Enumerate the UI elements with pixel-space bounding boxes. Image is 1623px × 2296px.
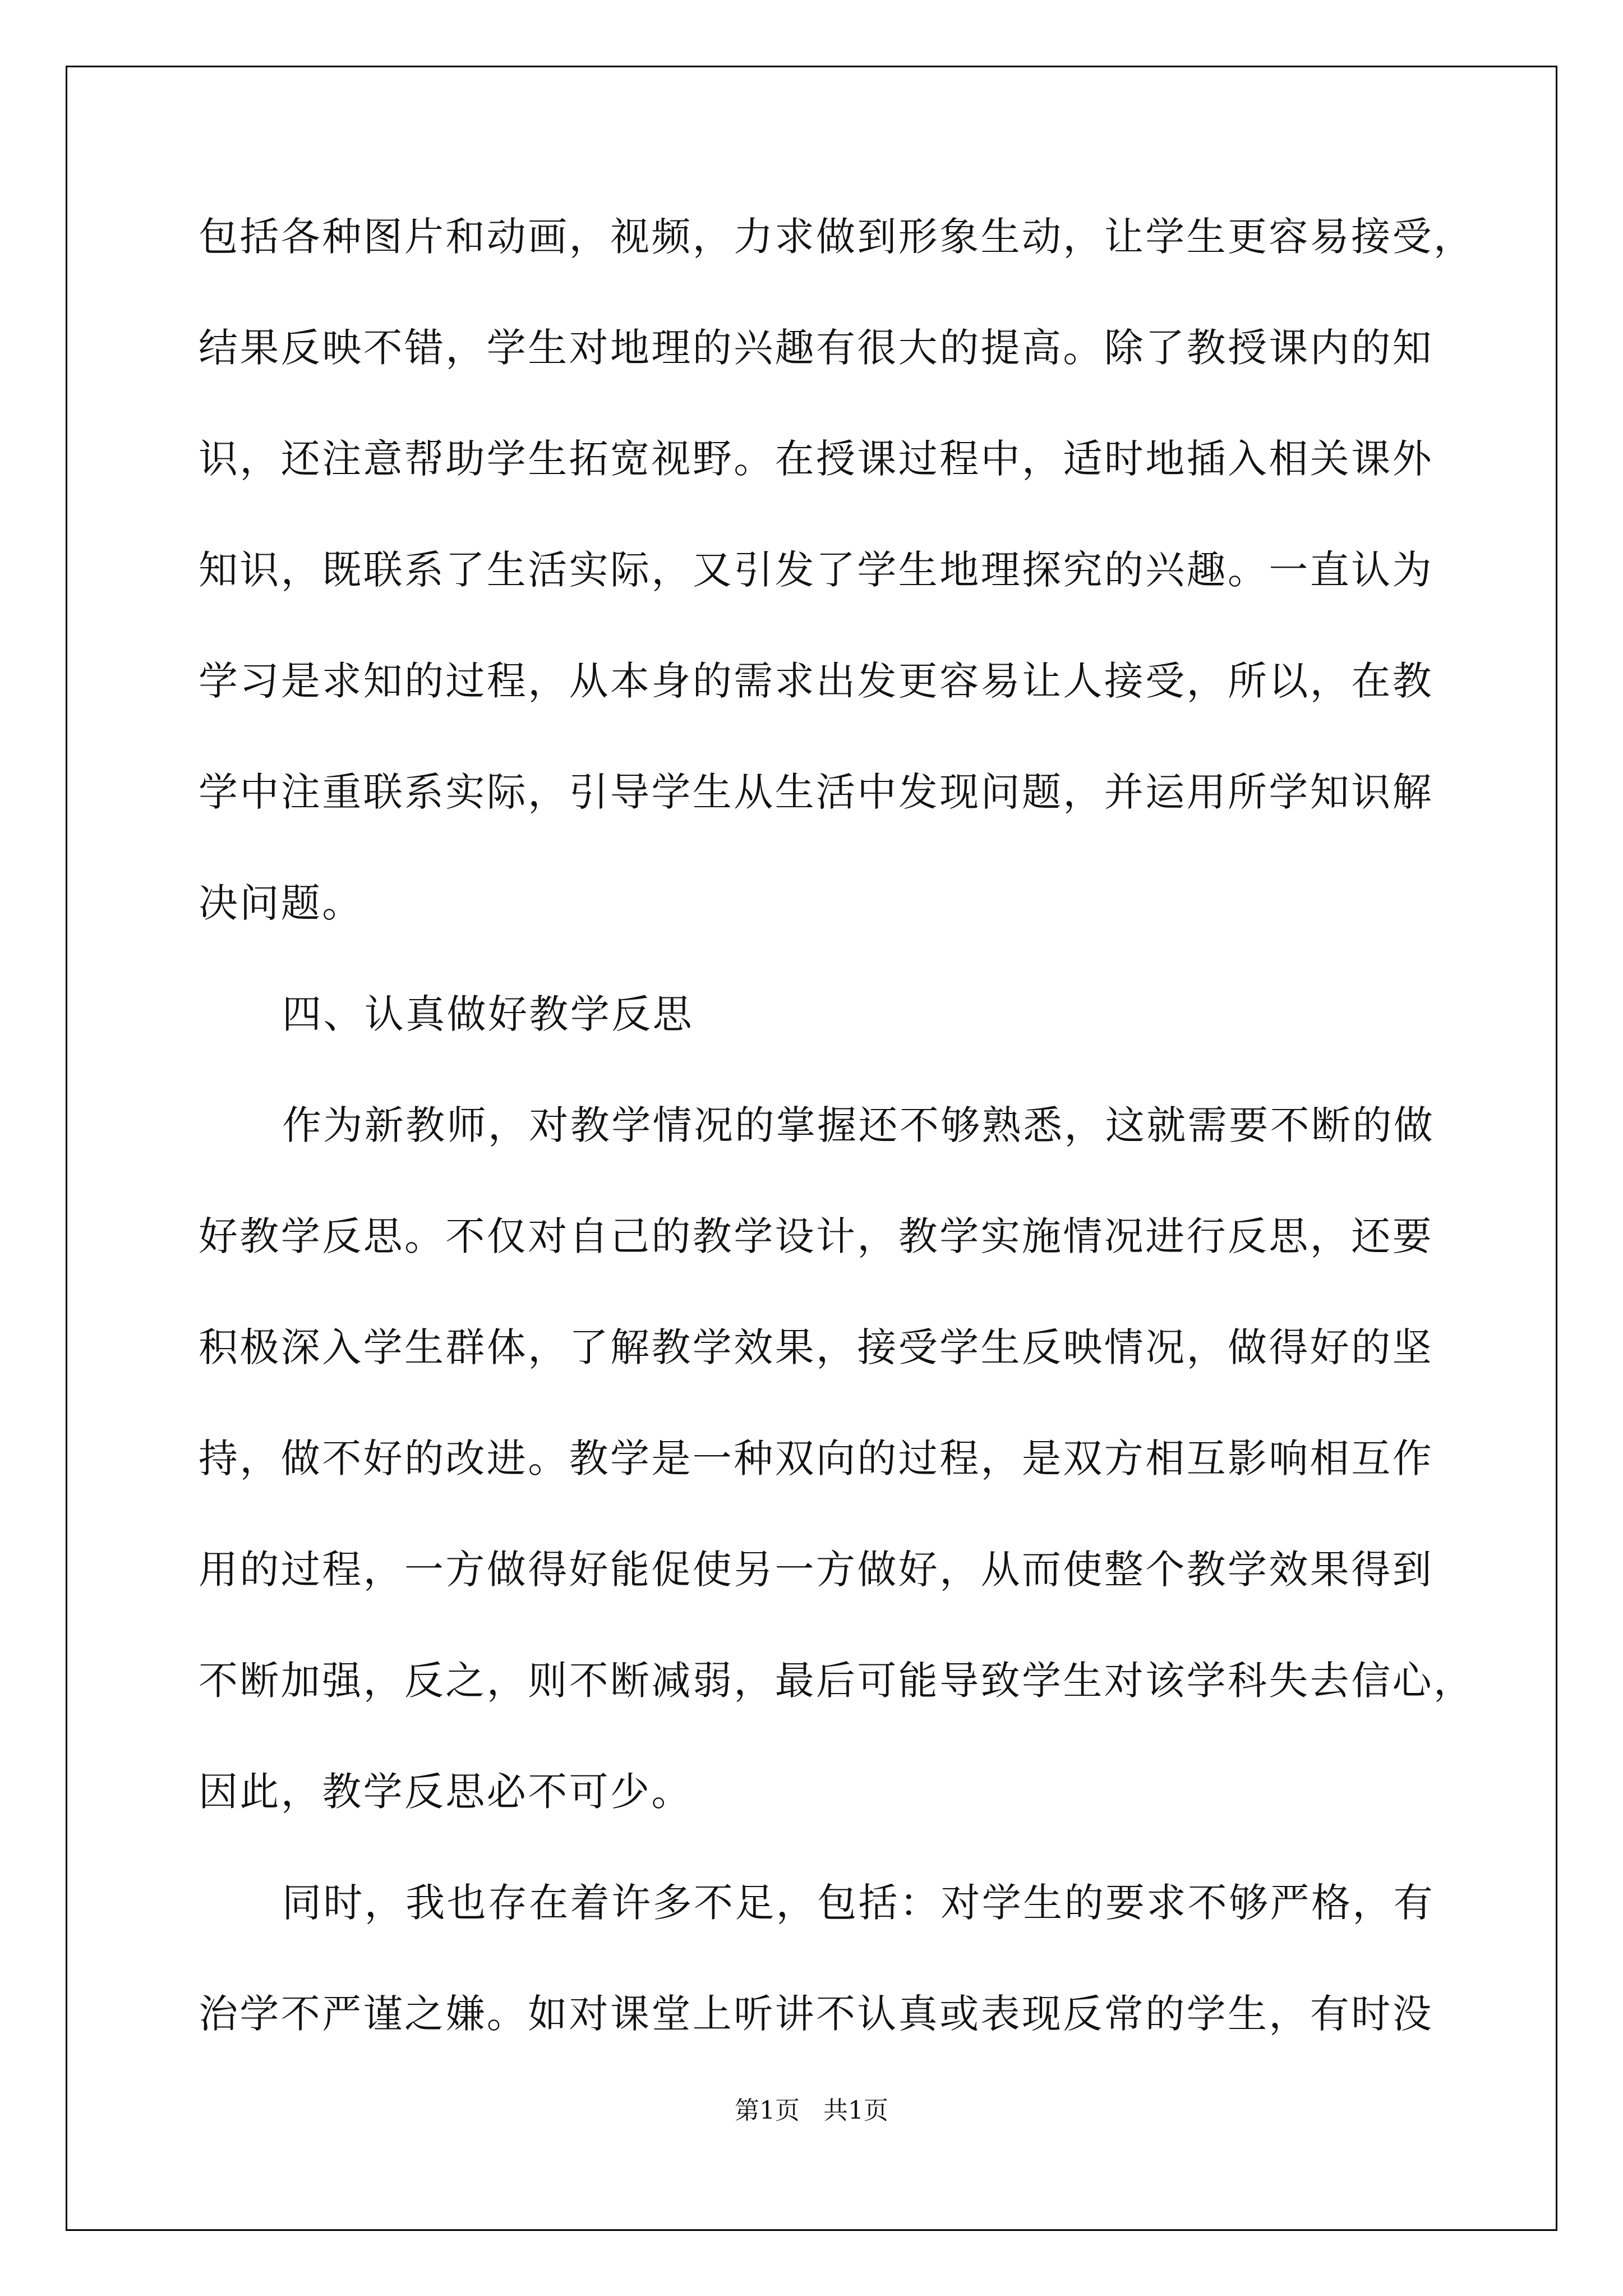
text-line: 因此，教学反思必不可少。	[199, 1769, 693, 1815]
text-line: 治学不严谨之嫌。如对课堂上听讲不认真或表现反常的学生，有时没	[199, 1991, 1433, 2037]
text-line: 同时，我也存在着许多不足，包括：对学生的要求不够严格，有	[282, 1880, 1435, 1926]
text-line: 决问题。	[199, 880, 363, 926]
text-line: 不断加强，反之，则不断减弱，最后可能导致学生对该学科失去信心，	[199, 1658, 1475, 1704]
text-line: 积极深入学生群体，了解教学效果，接受学生反映情况，做得好的坚	[199, 1324, 1433, 1370]
text-line: 包括各种图片和动画，视频，力求做到形象生动，让学生更容易接受，	[199, 214, 1475, 260]
text-line: 作为新教师，对教学情况的掌握还不够熟悉，这就需要不断的做	[282, 1102, 1435, 1148]
text-line: 用的过程，一方做得好能促使另一方做好，从而使整个教学效果得到	[199, 1547, 1433, 1593]
text-line: 学中注重联系实际，引导学生从生活中发现问题，并运用所学知识解	[199, 769, 1433, 815]
section-heading: 四、认真做好教学反思	[282, 991, 694, 1037]
text-line: 结果反映不错，学生对地理的兴趣有很大的提高。除了教授课内的知	[199, 325, 1433, 371]
page-footer	[0, 2094, 1623, 2128]
text-line: 知识，既联系了生活实际，又引发了学生地理探究的兴趣。一直认为	[199, 547, 1433, 593]
text-line: 识，还注意帮助学生拓宽视野。在授课过程中，适时地插入相关课外	[199, 436, 1433, 482]
page-number: 第1页	[735, 2096, 800, 2125]
text-line: 学习是求知的过程，从本身的需求出发更容易让人接受，所以，在教	[199, 658, 1433, 704]
text-line: 持，做不好的改进。教学是一种双向的过程，是双方相互影响相互作	[199, 1435, 1433, 1481]
page-total: 共1页	[823, 2096, 888, 2125]
text-line: 好教学反思。不仅对自己的教学设计，教学实施情况进行反思，还要	[199, 1213, 1433, 1259]
